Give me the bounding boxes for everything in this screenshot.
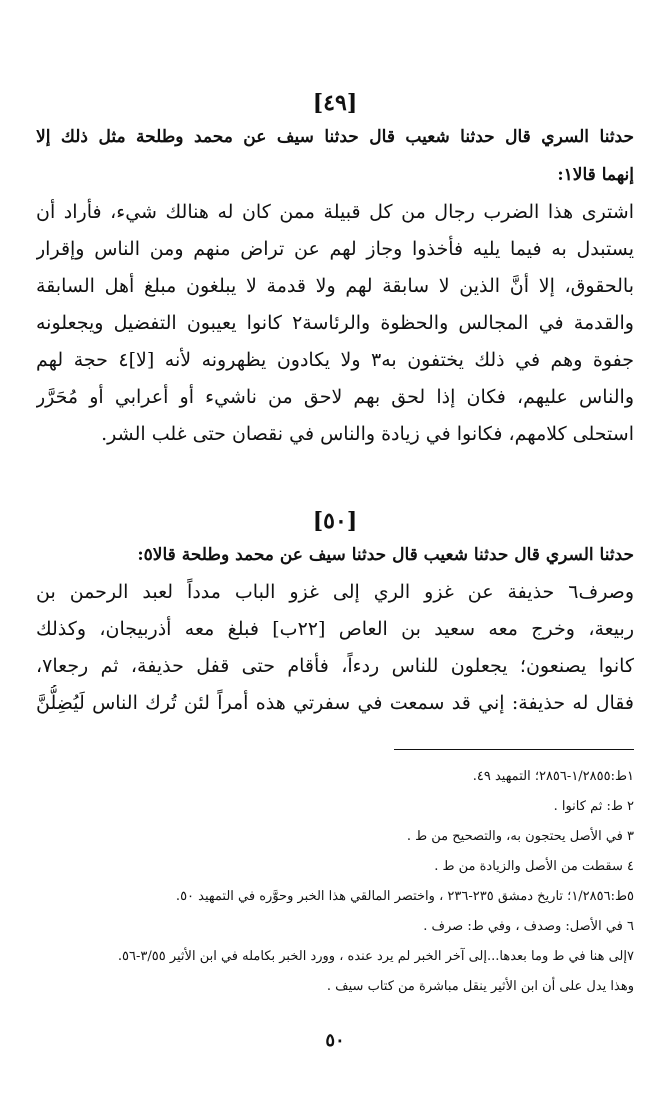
section-50-body: [36, 574, 634, 722]
paragraph-line: فقال له حذيفة: إني قد سمعت في سفرتي هذه أمراً لئن تُرك الناس لَيُضِلُّنَّ: [36, 692, 634, 714]
section-49-heading: [٤٩]: [312, 90, 358, 116]
isnad-line: إنهما قالا١:: [557, 165, 634, 185]
footnotes: [36, 762, 634, 1002]
footnote: ٧إلى هنا في ط وما بعدها...إلى آخر الخبر لم يرد عنده ، وورد الخبر بكامله في ابن الأثير ٣/٥٥-٥٦.: [117, 949, 634, 964]
paragraph-line: وصرف٦ حذيفة عن غزو الري إلى غزو الباب مدداً لعبد الرحمن بن: [36, 581, 634, 603]
paragraph-line: ربيعة، وخرج معه سعيد بن العاص [٢٢ب] فبلغ معه أذربيجان، وكذلك: [36, 618, 634, 640]
page-number: ٥٠: [325, 1030, 345, 1051]
paragraph-line: يستبدل به فيما يليه فأخذوا وجاز لهم عن تراض منهم ومن الناس وإقرار: [36, 238, 634, 260]
paragraph-line: بالحقوق، إلا أنَّ الذين لا سابقة لهم ولا قدمة لا يبلغون مبلغ أهل السابقة: [36, 275, 634, 297]
isnad-line: حدثنا السري قال حدثنا شعيب قال حدثنا سيف عن محمد وطلحة مثل ذلك إلا: [36, 127, 634, 147]
footnote: ٤ سقطت من الأصل والزيادة من ط .: [434, 859, 634, 874]
paragraph-line: كانوا يصنعون؛ يجعلون للناس ردءاً، فأقام حتى قفل حذيفة، ثم رجعا٧،: [36, 655, 634, 677]
footnote: وهذا يدل على أن ابن الأثير ينقل مباشرة من كتاب سيف .: [326, 979, 634, 994]
paragraph-line: والناس عليهم، فكان إذا لحق بهم لاحق من ناشيء أو أعرابي أو مُحَرَّر: [36, 386, 634, 408]
section-50-heading: [٥٠]: [312, 508, 358, 534]
footnote: ٦ في الأصل: وصدف ، وفي ط: صرف .: [423, 919, 634, 934]
document-page: [36, 0, 634, 1107]
section-50-isnad: [36, 536, 634, 574]
footnote: ٢ ط: ثم كانوا .: [553, 799, 634, 814]
footnote: ١ط:١/٢٨٥٥-٢٨٥٦؛ التمهيد ٤٩.: [472, 769, 634, 784]
paragraph-line: استحلى كلامهم، فكانوا في زيادة والناس في نقصان حتى غلب الشر.: [101, 423, 634, 445]
footnote: ٣ في الأصل يحتجون به، والتصحيح من ط .: [406, 829, 634, 844]
section-49-body: [36, 194, 634, 453]
footnote-separator: [394, 749, 634, 750]
footnote: ٥ط:١/٢٨٥٦؛ تاريخ دمشق ٢٣٥-٢٣٦ ، واختصر المالقي هذا الخبر وحوَّره في التمهيد ٥٠.: [175, 889, 634, 904]
isnad-line: حدثنا السري قال حدثنا شعيب قال حدثنا سيف عن محمد وطلحة قالا٥:: [137, 545, 634, 565]
section-49-isnad: [36, 118, 634, 194]
paragraph-line: والقدمة في المجالس والحظوة والرئاسة٢ كانوا يعيبون التفضيل ويجعلونه: [36, 312, 634, 334]
paragraph-line: اشترى هذا الضرب رجال من كل قبيلة ممن كان له هنالك شيء، فأراد أن: [36, 201, 634, 223]
paragraph-line: جفوة وهم في ذلك يختفون به٣ ولا يكادون يظهرونه لأنه [لا]٤ حجة لهم: [36, 349, 634, 371]
